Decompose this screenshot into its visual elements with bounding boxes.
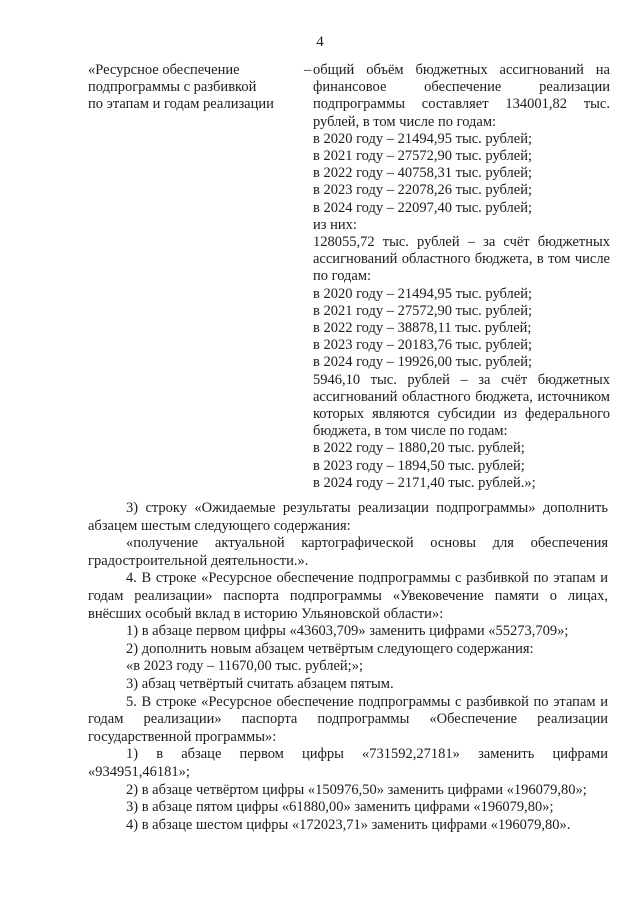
year-line: в 2022 году – 1880,20 тыс. рублей;	[313, 440, 525, 457]
paragraph: 1) в абзаце первом цифры «731592,27181» заменить цифрами «934951,46181»;	[88, 746, 608, 780]
paragraph: 2) в абзаце четвёртом цифры «150976,50» заменить цифрами «196079,80»;	[126, 781, 587, 798]
paragraph: 3) абзац четвёртый считать абзацем пятым.	[126, 675, 394, 692]
regional-funding-text: 128055,72 тыс. рублей – за счёт бюджетных ассигнований областного бюджета, в том числе по годам:	[313, 234, 610, 285]
paragraph: «получение актуальной картографической основы для обеспечения градостроительной деятельности.».	[88, 535, 608, 569]
total-funding-text: общий объём бюджетных ассигнований на финансовое обеспечение реализации подпрограммы составляет 134001,82 тыс. рублей, в том числе по годам:	[313, 62, 610, 130]
year-line: в 2020 году – 21494,95 тыс. рублей;	[313, 285, 533, 302]
row-separator-dash: –	[304, 62, 312, 78]
passport-row-label	[88, 62, 293, 114]
passport-row-value	[313, 62, 610, 492]
year-line: в 2024 году – 19926,00 тыс. рублей;	[313, 354, 533, 371]
paragraph: 4. В строке «Ресурсное обеспечение подпрограммы с разбивкой по этапам и годам реализации» паспорта подпрограммы «Увековечение памяти о лицах, внёсших особый вклад в историю Ульяновской области»:	[88, 570, 608, 622]
paragraph: 3) в абзаце пятом цифры «61880,00» заменить цифрами «196079,80»;	[126, 799, 554, 816]
paragraph: 2) дополнить новым абзацем четвёртым следующего содержания:	[126, 640, 534, 657]
year-line: в 2024 году – 22097,40 тыс. рублей;	[313, 199, 533, 216]
row-label-line: «Ресурсное обеспечение	[88, 62, 240, 78]
paragraph: «в 2023 году – 11670,00 тыс. рублей;»;	[126, 658, 363, 675]
year-line: в 2023 году – 20183,76 тыс. рублей;	[313, 337, 533, 354]
year-line: в 2021 году – 27572,90 тыс. рублей;	[313, 148, 533, 165]
paragraph: 1) в абзаце первом цифры «43603,709» заменить цифрами «55273,709»;	[126, 623, 569, 640]
row-label-line: по этапам и годам реализации	[88, 96, 274, 113]
page-number: 4	[316, 34, 324, 50]
paragraph: 5. В строке «Ресурсное обеспечение подпрограммы с разбивкой по этапам и годам реализации» паспорта подпрограммы «Обеспечение реализации государственной программы»:	[88, 693, 608, 745]
year-line: в 2023 году – 1894,50 тыс. рублей;	[313, 457, 525, 474]
year-line: в 2022 году – 38878,11 тыс. рублей;	[313, 320, 532, 337]
year-line: в 2022 году – 40758,31 тыс. рублей;	[313, 165, 533, 182]
year-line: в 2020 году – 21494,95 тыс. рублей;	[313, 130, 533, 147]
year-line: в 2021 году – 27572,90 тыс. рублей;	[313, 302, 533, 319]
paragraph: 4) в абзаце шестом цифры «172023,71» заменить цифрами «196079,80».	[126, 816, 571, 833]
of-them-text: из них:	[313, 216, 357, 233]
year-line: в 2023 году – 22078,26 тыс. рублей;	[313, 182, 533, 199]
paragraph: 3) строку «Ожидаемые результаты реализации подпрограммы» дополнить абзацем шестым следующего содержания:	[88, 500, 608, 534]
row-label-line: подпрограммы с разбивкой	[88, 79, 257, 96]
year-line: в 2024 году – 2171,40 тыс. рублей.»;	[313, 474, 536, 491]
document-body	[88, 500, 608, 834]
federal-funding-text: 5946,10 тыс. рублей – за счёт бюджетных ассигнований областного бюджета, источником которых являются субсидии из федерального бюджета, в том числе по годам:	[313, 371, 610, 440]
